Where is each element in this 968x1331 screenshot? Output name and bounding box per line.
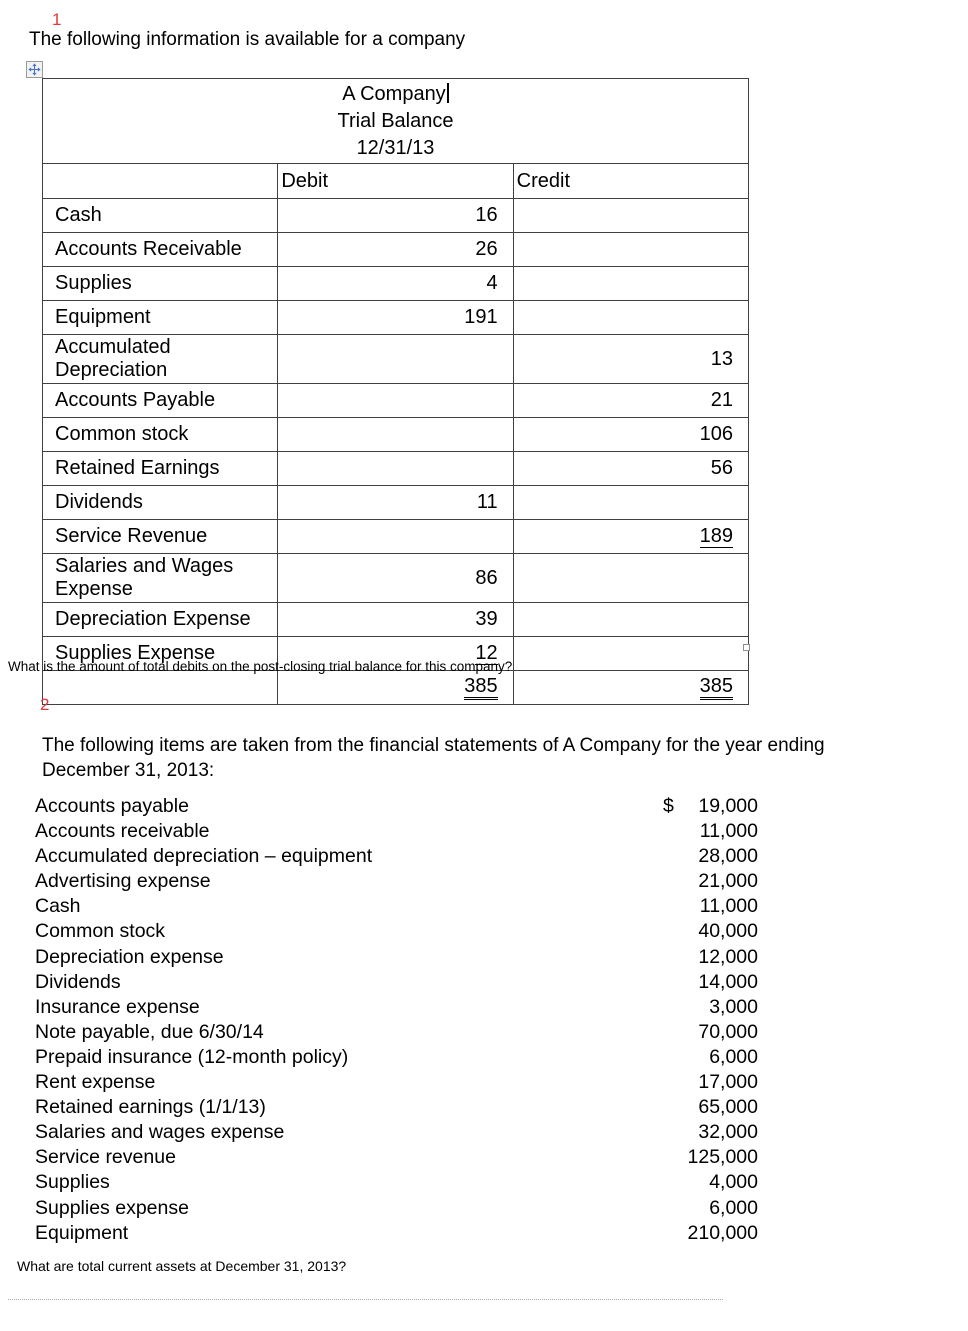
debit-cell bbox=[278, 520, 513, 554]
debit-cell bbox=[278, 486, 513, 520]
account-name: Supplies bbox=[55, 272, 132, 294]
item-value: 32,000 bbox=[698, 1121, 758, 1144]
account-name-cell bbox=[43, 520, 278, 554]
table-row bbox=[43, 199, 749, 233]
table-subtitle: Trial Balance bbox=[337, 109, 454, 132]
debit-cell bbox=[278, 233, 513, 267]
account-name-cell bbox=[43, 233, 278, 267]
question-number-2: 2 bbox=[40, 695, 50, 714]
company-name: A Company bbox=[342, 82, 446, 105]
totals-row bbox=[43, 671, 749, 705]
item-name: Accumulated depreciation – equipment bbox=[35, 845, 373, 868]
account-name: Accumulated Depreciation bbox=[55, 336, 171, 381]
blank-header-cell bbox=[43, 164, 278, 199]
item-value: 12,000 bbox=[698, 945, 758, 968]
table-row bbox=[43, 301, 749, 335]
item-name: Salaries and wages expense bbox=[35, 1121, 285, 1144]
item-value: 70,000 bbox=[698, 1020, 758, 1043]
item-value: 40,000 bbox=[698, 920, 758, 943]
account-name: Equipment bbox=[55, 306, 151, 328]
account-name-cell bbox=[43, 267, 278, 301]
item-value: 28,000 bbox=[698, 845, 758, 868]
item-name: Prepaid insurance (12-month policy) bbox=[35, 1045, 349, 1068]
credit-cell bbox=[513, 384, 748, 418]
account-name: Accounts Payable bbox=[55, 389, 216, 411]
table-row bbox=[43, 486, 749, 520]
item-name: Insurance expense bbox=[35, 995, 200, 1018]
list-item bbox=[35, 794, 758, 819]
account-name: Retained Earnings bbox=[55, 457, 220, 479]
currency-symbol: $ bbox=[663, 795, 674, 817]
account-name: Service Revenue bbox=[55, 525, 208, 547]
credit-column-header: Credit bbox=[513, 164, 748, 199]
table-row bbox=[43, 267, 749, 301]
debit-value: 39 bbox=[475, 608, 498, 630]
debit-value: 12 bbox=[475, 642, 498, 664]
account-name: Dividends bbox=[55, 491, 143, 513]
total-debits-cell bbox=[278, 671, 513, 705]
item-name: Accounts receivable bbox=[35, 820, 210, 843]
credit-cell bbox=[513, 335, 748, 384]
list-item bbox=[35, 894, 758, 919]
item-name: Retained earnings (1/1/13) bbox=[35, 1096, 266, 1119]
dotted-divider bbox=[8, 1299, 723, 1300]
trial-balance-table bbox=[42, 78, 749, 705]
item-name: Depreciation expense bbox=[35, 945, 224, 968]
list-item bbox=[35, 1120, 758, 1145]
totals-blank-cell bbox=[43, 671, 278, 705]
credit-cell bbox=[513, 418, 748, 452]
item-value: 11,000 bbox=[699, 895, 758, 918]
list-item bbox=[35, 1095, 758, 1120]
account-name-cell bbox=[43, 418, 278, 452]
debit-cell bbox=[278, 267, 513, 301]
list-item bbox=[35, 995, 758, 1020]
list-item bbox=[35, 1045, 758, 1070]
item-value: 11,000 bbox=[699, 820, 758, 843]
move-icon bbox=[28, 63, 41, 76]
account-name: Accounts Receivable bbox=[55, 238, 242, 260]
credit-cell bbox=[513, 301, 748, 335]
credit-cell bbox=[513, 233, 748, 267]
account-name-cell bbox=[43, 603, 278, 637]
column-header-row bbox=[43, 164, 749, 199]
account-name: Common stock bbox=[55, 423, 189, 445]
list-item bbox=[35, 1020, 758, 1045]
credit-value: 106 bbox=[699, 423, 733, 445]
credit-cell bbox=[513, 486, 748, 520]
table-row bbox=[43, 384, 749, 418]
account-name-cell bbox=[43, 301, 278, 335]
total-credits-value: 385 bbox=[700, 675, 733, 700]
table-resize-handle[interactable] bbox=[743, 644, 750, 651]
table-row bbox=[43, 452, 749, 486]
item-name: Common stock bbox=[35, 920, 166, 943]
table-row bbox=[43, 554, 749, 603]
credit-cell bbox=[513, 267, 748, 301]
account-name-cell bbox=[43, 452, 278, 486]
credit-cell bbox=[513, 637, 748, 671]
credit-cell bbox=[513, 520, 748, 554]
debit-value: 4 bbox=[486, 272, 498, 294]
credit-value: 21 bbox=[710, 389, 733, 411]
section1-intro-text: The following information is available for a company bbox=[29, 29, 466, 50]
table-row bbox=[43, 603, 749, 637]
list-item bbox=[35, 1070, 758, 1095]
account-name-cell bbox=[43, 384, 278, 418]
list-item bbox=[35, 869, 758, 894]
question-1-text: What is the amount of total debits on the post-closing trial balance for this company? bbox=[8, 659, 513, 674]
list-item bbox=[35, 1170, 758, 1195]
item-value: 3,000 bbox=[709, 995, 758, 1018]
credit-cell bbox=[513, 603, 748, 637]
account-name: Salaries and Wages Expense bbox=[55, 555, 234, 600]
credit-cell bbox=[513, 199, 748, 233]
credit-value: 13 bbox=[710, 347, 733, 370]
item-name: Service revenue bbox=[35, 1146, 176, 1169]
item-value: 6,000 bbox=[709, 1045, 758, 1068]
table-move-handle[interactable] bbox=[26, 61, 43, 78]
debit-value: 26 bbox=[475, 238, 498, 260]
item-name: Supplies bbox=[35, 1171, 110, 1194]
debit-value: 191 bbox=[464, 306, 498, 328]
item-name: Accounts payable bbox=[35, 795, 189, 817]
debit-cell bbox=[278, 384, 513, 418]
item-value: 6,000 bbox=[709, 1196, 758, 1219]
debit-column-header: Debit bbox=[278, 164, 513, 199]
debit-cell bbox=[278, 335, 513, 384]
total-debits-value: 385 bbox=[464, 675, 497, 700]
debit-cell bbox=[278, 603, 513, 637]
item-name: Rent expense bbox=[35, 1071, 156, 1094]
credit-cell bbox=[513, 554, 748, 603]
list-item bbox=[35, 844, 758, 869]
account-name: Supplies Expense bbox=[55, 642, 216, 664]
section2-intro-text: The following items are taken from the financial statements of A Company for the year ending December 31, 2013: bbox=[42, 735, 825, 781]
list-item bbox=[35, 919, 758, 944]
account-name-cell bbox=[43, 554, 278, 603]
financial-items-list bbox=[35, 794, 758, 1246]
debit-cell bbox=[278, 452, 513, 486]
item-value: 14,000 bbox=[698, 970, 758, 993]
item-value: 125,000 bbox=[687, 1146, 758, 1169]
credit-value: 189 bbox=[699, 525, 733, 547]
item-value: 17,000 bbox=[698, 1071, 758, 1094]
debit-cell bbox=[278, 301, 513, 335]
item-name: Note payable, due 6/30/14 bbox=[35, 1020, 264, 1043]
debit-cell bbox=[278, 554, 513, 603]
list-item bbox=[35, 1145, 758, 1170]
debit-value: 11 bbox=[476, 491, 498, 513]
list-item bbox=[35, 1221, 758, 1246]
account-name-cell bbox=[43, 199, 278, 233]
debit-cell bbox=[278, 199, 513, 233]
debit-value: 86 bbox=[475, 566, 498, 589]
list-item bbox=[35, 819, 758, 844]
debit-cell bbox=[278, 418, 513, 452]
list-item bbox=[35, 945, 758, 970]
item-value: 210,000 bbox=[687, 1221, 758, 1244]
list-item bbox=[35, 970, 758, 995]
list-item bbox=[35, 1196, 758, 1221]
credit-value: 56 bbox=[710, 457, 733, 479]
total-credits-cell bbox=[513, 671, 748, 705]
credit-cell bbox=[513, 452, 748, 486]
table-row bbox=[43, 233, 749, 267]
item-name: Dividends bbox=[35, 970, 121, 993]
table-row bbox=[43, 520, 749, 554]
table-title-cell[interactable] bbox=[43, 79, 749, 164]
item-value: 21,000 bbox=[698, 870, 758, 893]
text-caret bbox=[447, 83, 449, 103]
item-value: 65,000 bbox=[698, 1096, 758, 1119]
question-2-text: What are total current assets at December 31, 2013? bbox=[17, 1258, 347, 1274]
account-name-cell bbox=[43, 486, 278, 520]
table-title-row bbox=[43, 79, 749, 164]
table-date: 12/31/13 bbox=[356, 136, 435, 159]
item-value: 19,000 bbox=[698, 795, 758, 817]
item-name: Supplies expense bbox=[35, 1196, 189, 1219]
account-name: Cash bbox=[55, 204, 102, 226]
item-name: Equipment bbox=[35, 1221, 129, 1244]
debit-value: 16 bbox=[475, 204, 498, 226]
table-row bbox=[43, 335, 749, 384]
table-row bbox=[43, 418, 749, 452]
account-name: Depreciation Expense bbox=[55, 608, 251, 630]
account-name-cell bbox=[43, 335, 278, 384]
item-name: Cash bbox=[35, 895, 81, 918]
question-number-1: 1 bbox=[52, 10, 62, 29]
item-value: 4,000 bbox=[709, 1171, 758, 1194]
item-name: Advertising expense bbox=[35, 870, 211, 893]
